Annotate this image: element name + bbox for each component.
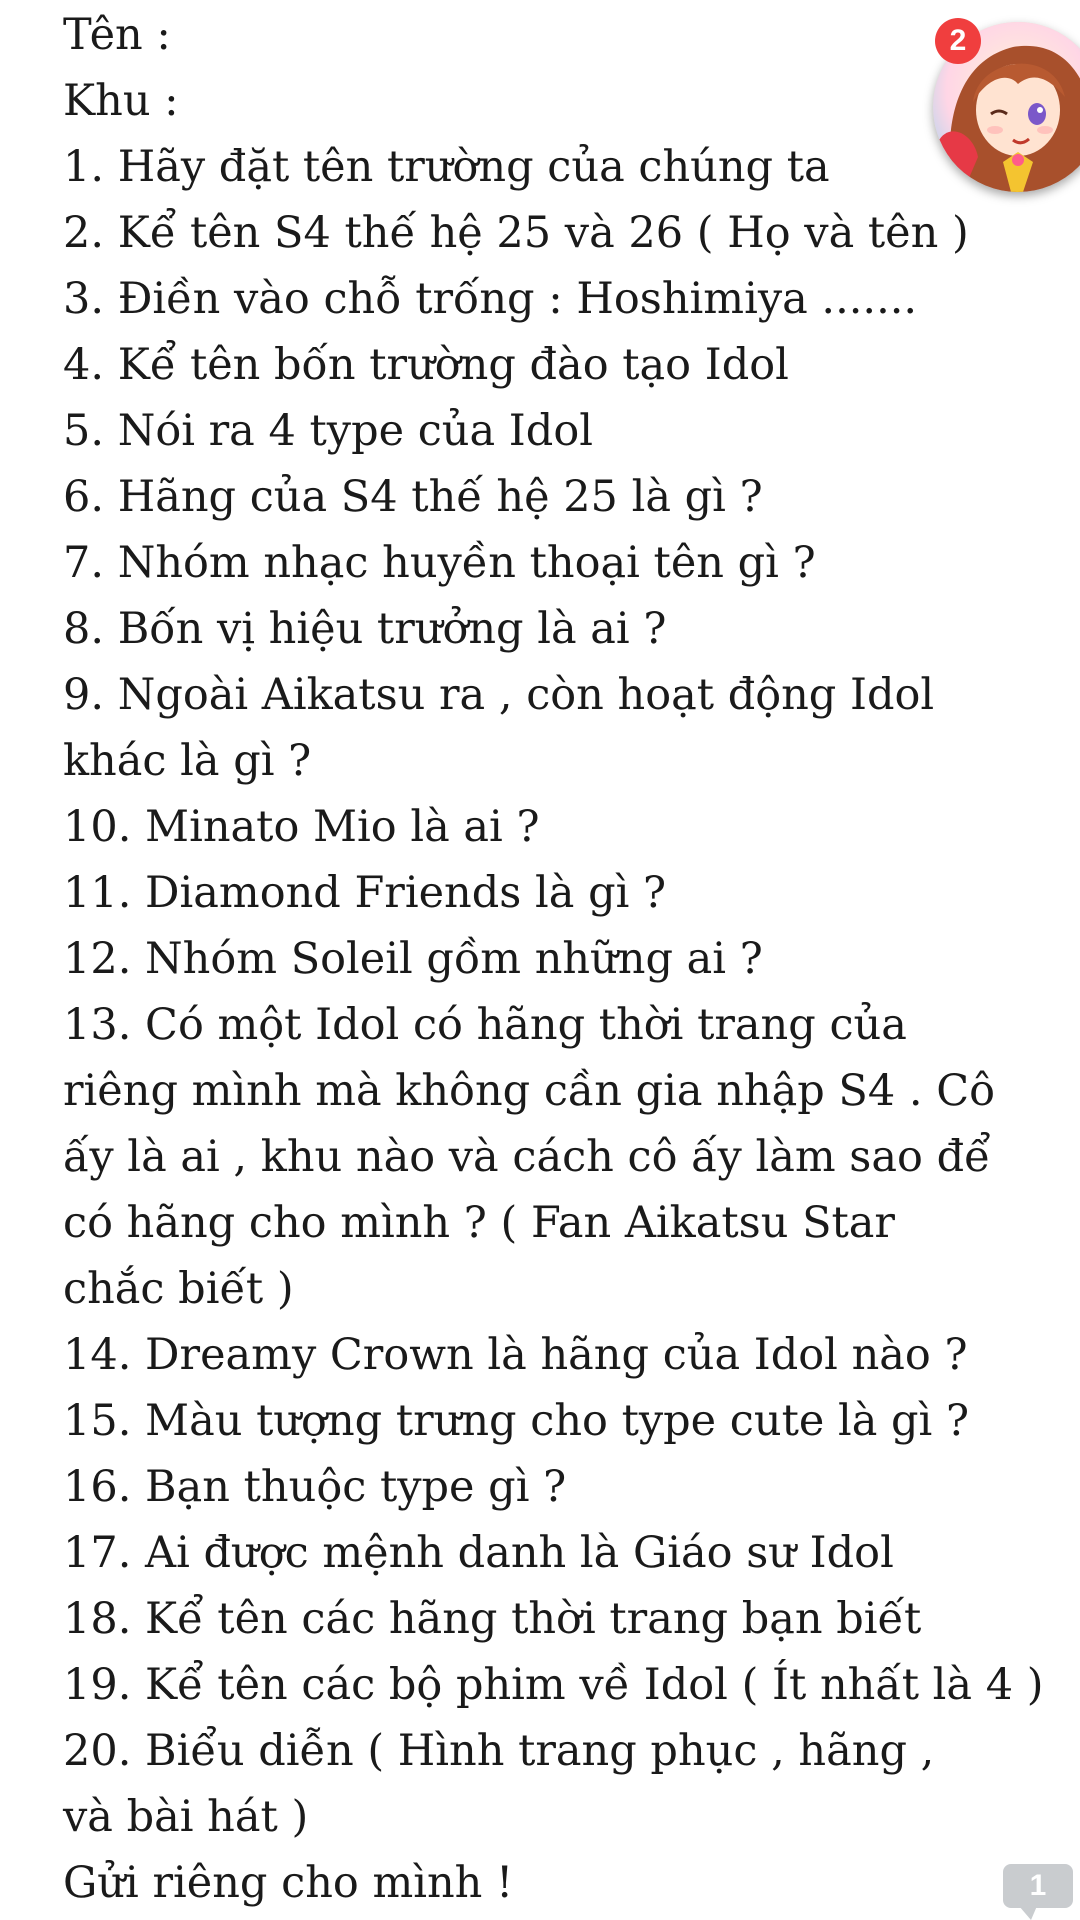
question-7: 7. Nhóm nhạc huyền thoại tên gì ?: [63, 538, 816, 588]
question-20: 20. Biểu diễn ( Hình trang phục , hãng , và bài hát ): [63, 1726, 935, 1842]
closing-text: Gửi riêng cho mình !: [63, 1858, 514, 1908]
question-1: 1. Hãy đặt tên trường của chúng ta: [63, 142, 830, 192]
question-13: 13. Có một Idol có hãng thời trang của riêng mình mà không cần gia nhập S4 . Cô ấy là ai , khu nào và cách cô ấy làm sao để có hãng cho mình ? ( Fan Aikatsu Star chắc biết ): [63, 1000, 996, 1314]
question-12: 12. Nhóm Soleil gồm những ai ?: [63, 934, 763, 984]
question-6: 6. Hãng của S4 thế hệ 25 là gì ?: [63, 472, 763, 522]
question-17: 17. Ai được mệnh danh là Giáo sư Idol: [63, 1528, 894, 1578]
name-label: Tên :: [63, 10, 171, 60]
question-11: 11. Diamond Friends là gì ?: [63, 868, 667, 918]
question-3: 3. Điền vào chỗ trống : Hoshimiya .......: [63, 274, 918, 324]
question-4: 4. Kể tên bốn trường đào tạo Idol: [63, 340, 789, 390]
question-10: 10. Minato Mio là ai ?: [63, 802, 540, 852]
question-5: 5. Nói ra 4 type của Idol: [63, 406, 593, 456]
notification-badge: 2: [935, 18, 981, 64]
page-number: 1: [1029, 1869, 1047, 1902]
question-15: 15. Màu tượng trưng cho type cute là gì ?: [63, 1396, 970, 1446]
question-19: 19. Kể tên các bộ phim về Idol ( Ít nhất là 4 ): [63, 1660, 1044, 1710]
page-indicator[interactable]: [1003, 1864, 1073, 1908]
question-16: 16. Bạn thuộc type gì ?: [63, 1462, 567, 1512]
question-18: 18. Kể tên các hãng thời trang bạn biết: [63, 1594, 922, 1644]
question-2: 2. Kể tên S4 thế hệ 25 và 26 ( Họ và tên ): [63, 208, 969, 258]
question-8: 8. Bốn vị hiệu trưởng là ai ?: [63, 604, 667, 654]
question-14: 14. Dreamy Crown là hãng của Idol nào ?: [63, 1330, 968, 1380]
quiz-text: [63, 2, 1044, 1916]
speech-bubble-icon: [1019, 1906, 1037, 1920]
question-9: 9. Ngoài Aikatsu ra , còn hoạt động Idol khác là gì ?: [63, 670, 935, 786]
area-label: Khu :: [63, 76, 179, 126]
